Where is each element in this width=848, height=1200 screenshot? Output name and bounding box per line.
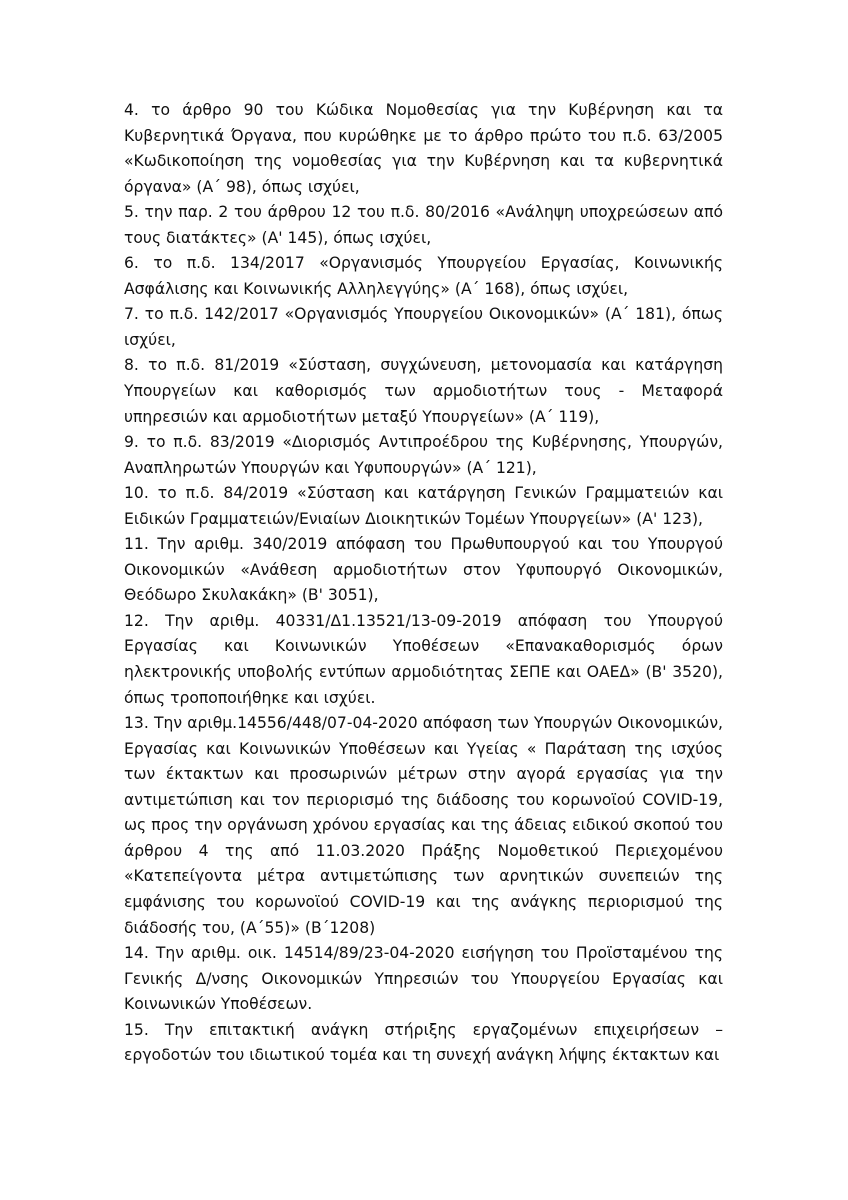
list-item: 14. Την αριθμ. οικ. 14514/89/23-04-2020 εισήγηση του Προϊσταμένου της Γενικής Δ/νσης Οικονομικών Υπηρεσιών του Υπουργείου Εργασίας και Κοινωνικών Υποθέσεων. [124, 944, 723, 1014]
list-item: 7. το π.δ. 142/2017 «Οργανισμός Υπουργείου Οικονομικών» (Α΄ 181), όπως ισχύει, [124, 305, 723, 349]
document-body [124, 98, 723, 1069]
list-item: 13. Την αριθμ.14556/448/07-04-2020 απόφαση των Υπουργών Οικονομικών, Εργασίας και Κοινωνικών Υποθέσεων και Υγείας « Παράταση της ισχύος των έκτακτων και προσωρινών μέτρων στην αγορά εργασίας για την αντιμετώπιση και τον περιορισμό της διάδοσης του κορωνοϊού COVID-19, ως προς την οργάνωση χρόνου εργασίας και της άδειας ειδικού σκοπού του άρθρου 4 της από 11.03.2020 Πράξης Νομοθετικού Περιεχομένου «Κατεπείγοντα μέτρα αντιμετώπισης των αρνητικών συνεπειών της εμφάνισης του κορωνοϊού COVID-19 και της ανάγκης περιορισμού της διάδοσής του, (Α΄55)» (Β΄1208) [124, 714, 723, 937]
list-item: 10. το π.δ. 84/2019 «Σύσταση και κατάργηση Γενικών Γραμματειών και Ειδικών Γραμματειών/Ενιαίων Διοικητικών Τομέων Υπουργείων» (Α' 123), [124, 484, 723, 528]
list-item: 5. την παρ. 2 του άρθρου 12 του π.δ. 80/2016 «Ανάληψη υποχρεώσεων από τους διατάκτες» (Α' 145), όπως ισχύει, [124, 203, 723, 247]
list-item: 9. το π.δ. 83/2019 «Διορισμός Αντιπροέδρου της Κυβέρνησης, Υπουργών, Αναπληρωτών Υπουργών και Υφυπουργών» (Α΄ 121), [124, 433, 723, 477]
list-item: 15. Την επιτακτική ανάγκη στήριξης εργαζομένων επιχειρήσεων – εργοδοτών του ιδιωτικού τομέα και τη συνεχή ανάγκη λήψης έκτακτων και [124, 1020, 723, 1065]
list-item: 8. το π.δ. 81/2019 «Σύσταση, συγχώνευση, μετονομασία και κατάργηση Υπουργείων και καθορισμός των αρμοδιοτήτων τους - Μεταφορά υπηρεσιών και αρμοδιοτήτων μεταξύ Υπουργείων» (Α΄ 119), [124, 356, 723, 426]
list-item: 6. το π.δ. 134/2017 «Οργανισμός Υπουργείου Εργασίας, Κοινωνικής Ασφάλισης και Κοινωνικής Αλληλεγγύης» (Α΄ 168), όπως ισχύει, [124, 254, 723, 298]
list-item: 12. Την αριθμ. 40331/Δ1.13521/13-09-2019 απόφαση του Υπουργού Εργασίας και Κοινωνικών Υποθέσεων «Επανακαθορισμός όρων ηλεκτρονικής υποβολής εντύπων αρμοδιότητας ΣΕΠΕ και ΟΑΕΔ» (Β' 3520), όπως τροποποιήθηκε και ισχύει. [124, 611, 723, 707]
list-item: 11. Την αριθμ. 340/2019 απόφαση του Πρωθυπουργού και του Υπουργού Οικονομικών «Ανάθεση αρμοδιοτήτων στον Υφυπουργό Οικονομικών, Θεόδωρο Σκυλακάκη» (Β' 3051), [124, 535, 723, 605]
list-item: 4. το άρθρο 90 του Κώδικα Νομοθεσίας για την Κυβέρνηση και τα Κυβερνητικά Όργανα, που κυρώθηκε με το άρθρο πρώτο του π.δ. 63/2005 «Κωδικοποίηση της νομοθεσίας για την Κυβέρνηση και τα κυβερνητικά όργανα» (Α΄ 98), όπως ισχύει, [124, 101, 723, 196]
